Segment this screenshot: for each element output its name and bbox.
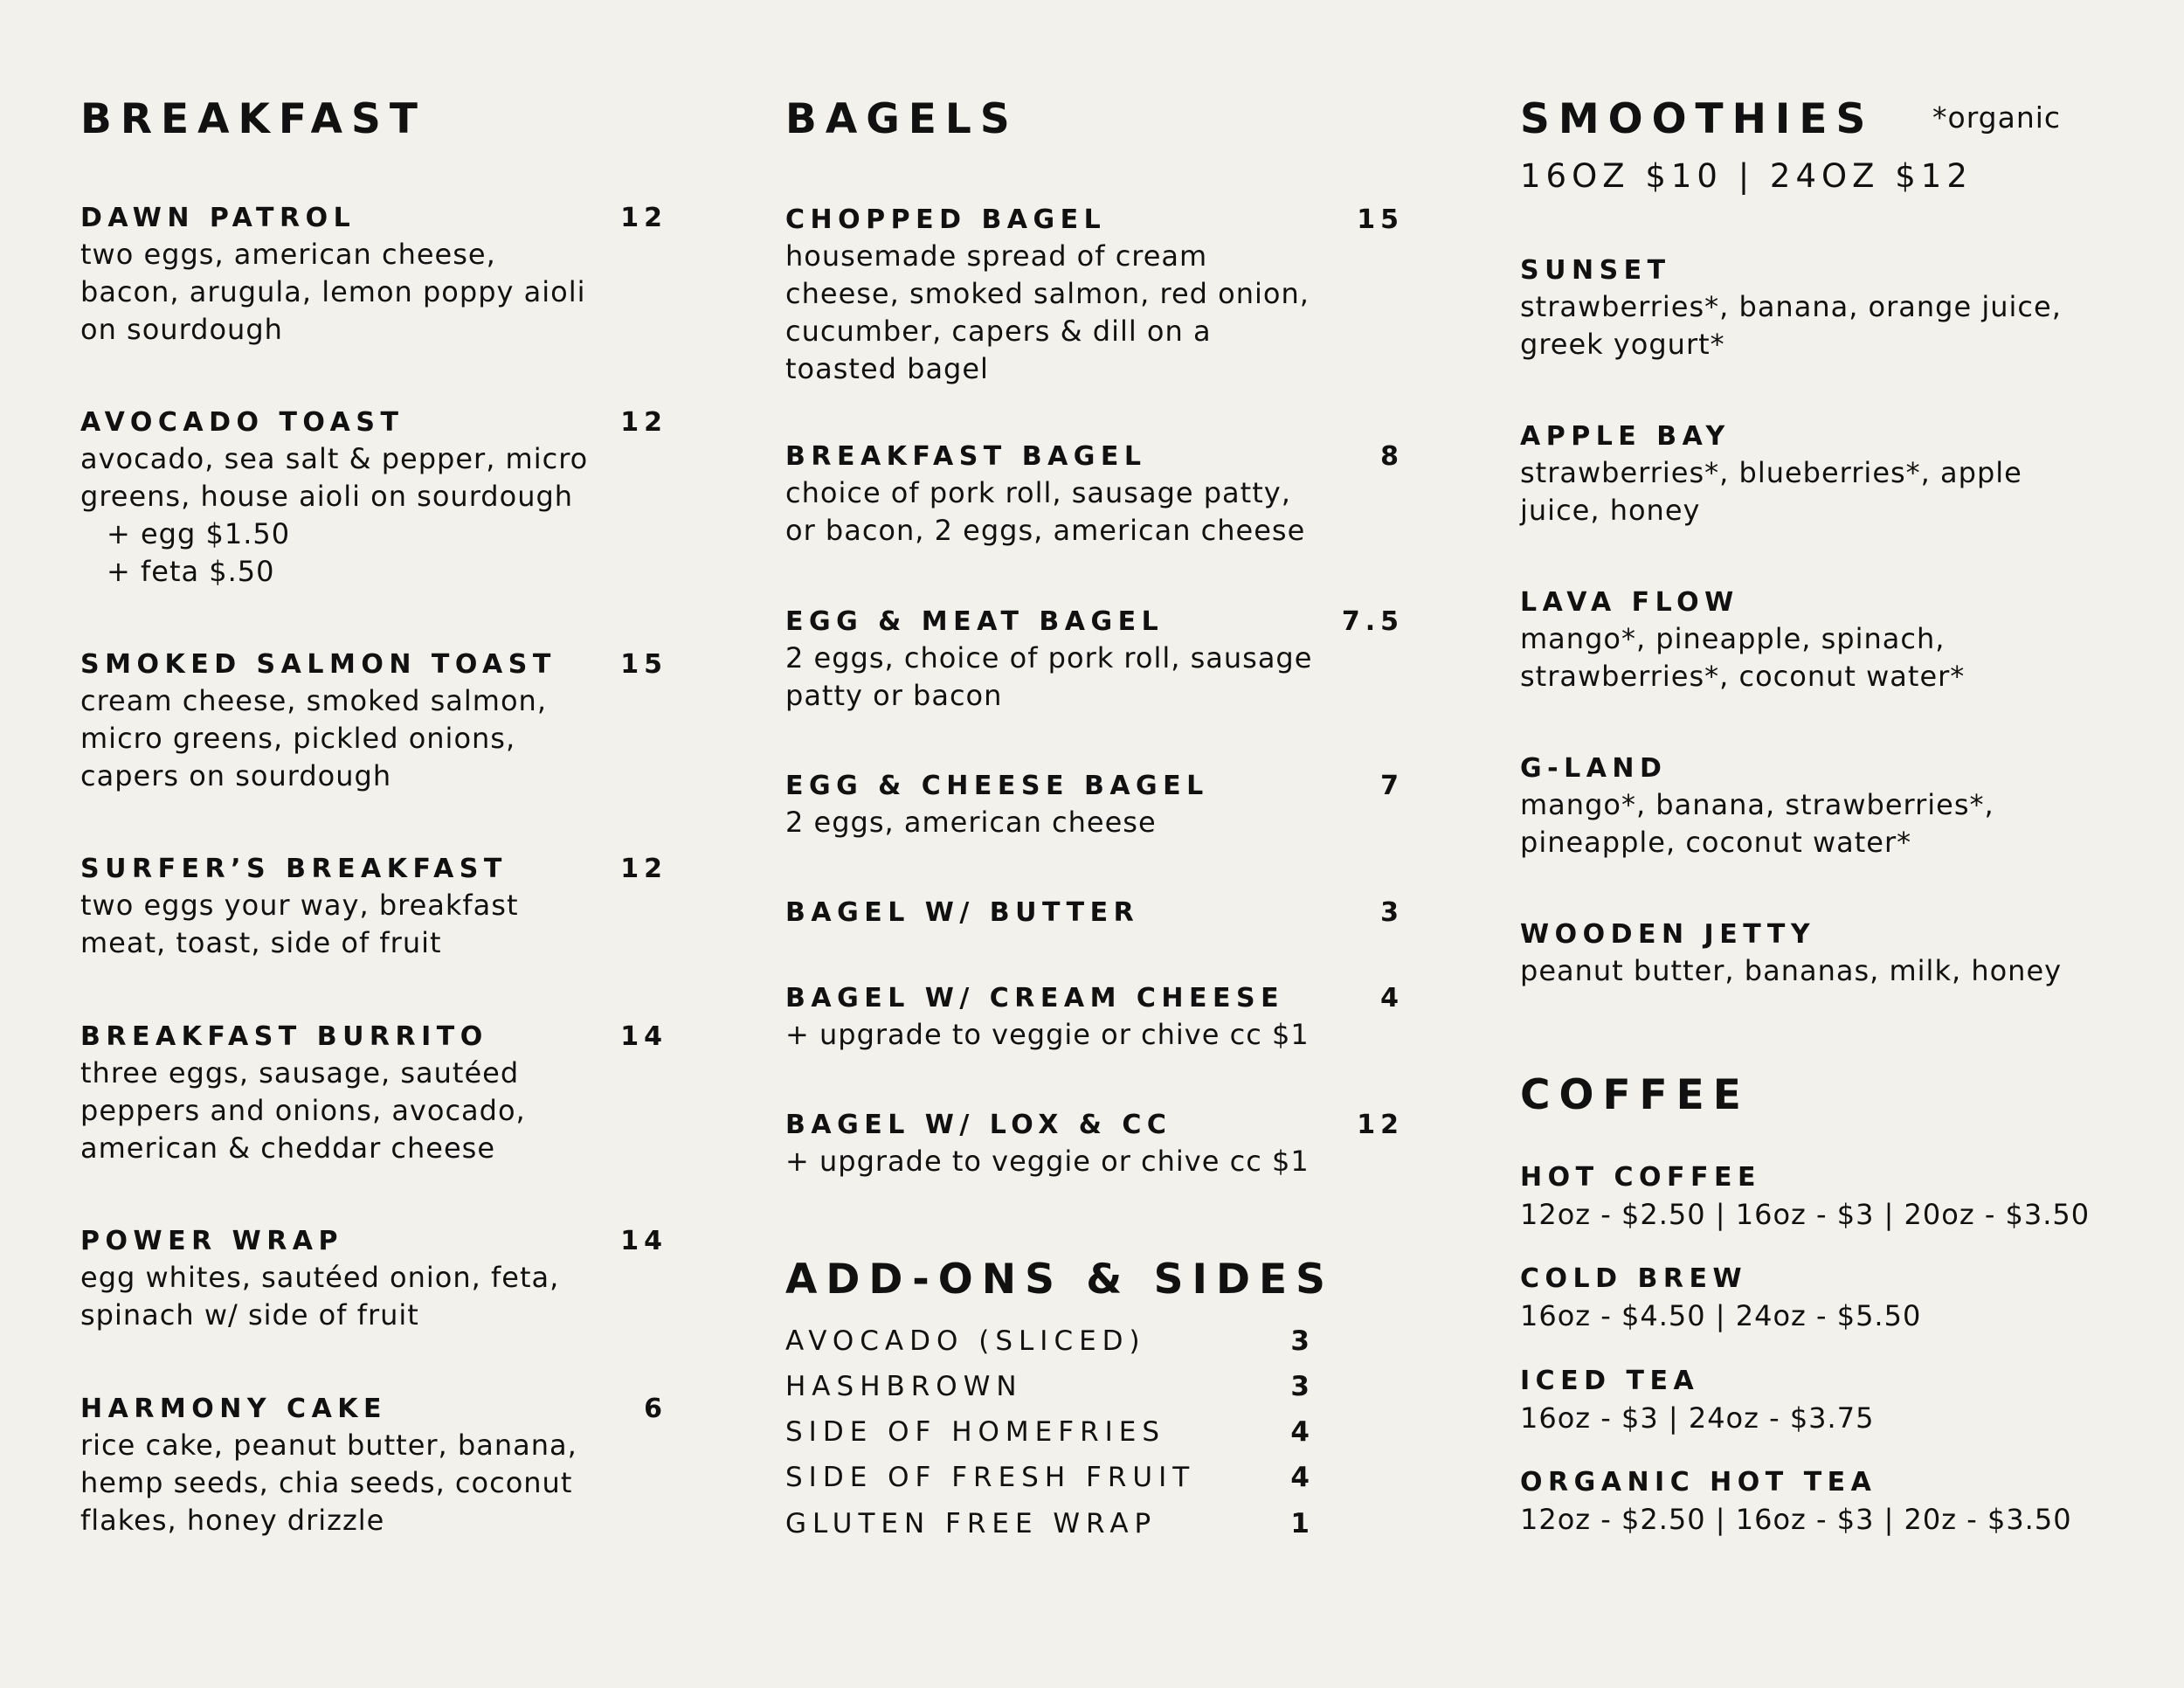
menu-item-avocado-toast xyxy=(80,405,667,591)
side-price: 1 xyxy=(1290,1508,1310,1539)
menu-item-dawn-patrol xyxy=(80,201,667,349)
description-line: hemp seeds, chia seeds, coconut xyxy=(80,1466,573,1499)
item-price: 7 xyxy=(1380,771,1404,801)
organic-note: *organic xyxy=(1932,100,2062,135)
item-description xyxy=(80,1427,667,1539)
description-line: avocado, sea salt & pepper, micro xyxy=(80,442,589,475)
addons-sides-title: ADD-ONS & SIDES xyxy=(785,1256,1334,1304)
item-price: 6 xyxy=(644,1394,667,1424)
description-line: 2 eggs, american cheese xyxy=(785,806,1157,839)
item-description xyxy=(1520,620,2097,695)
smoothie-wooden-jetty xyxy=(1520,917,2097,990)
description-line: peppers and onions, avocado, xyxy=(80,1094,526,1127)
description-line: greek yogurt* xyxy=(1520,328,1725,361)
description-line: flakes, honey drizzle xyxy=(80,1504,385,1537)
item-price: 12 xyxy=(1357,1110,1404,1140)
description-line: + upgrade to veggie or chive cc $1 xyxy=(785,1018,1310,1051)
description-line: three eggs, sausage, sautéed xyxy=(80,1056,520,1090)
item-description xyxy=(785,640,1404,715)
item-addon: + feta $.50 xyxy=(107,555,275,588)
menu-item-power-wrap xyxy=(80,1224,667,1334)
side-price: 4 xyxy=(1290,1462,1310,1493)
item-description xyxy=(1520,952,2097,990)
item-price: 8 xyxy=(1380,441,1404,472)
smoothie-sunset xyxy=(1520,253,2097,363)
item-name: BREAKFAST BURRITO xyxy=(80,1021,488,1052)
item-name: SMOKED SALMON TOAST xyxy=(80,649,556,680)
description-line: two eggs your way, breakfast xyxy=(80,889,519,922)
description-line: juice, honey xyxy=(1520,494,1701,527)
side-item xyxy=(785,1324,1310,1359)
menu-item-breakfast-burrito xyxy=(80,1020,667,1167)
description-line: mango*, banana, strawberries*, xyxy=(1520,788,1994,821)
coffee-sizes: 12oz - $2.50 | 16oz - $3 | 20oz - $3.50 xyxy=(1520,1198,2091,1231)
item-description xyxy=(785,1016,1404,1054)
item-name: G-LAND xyxy=(1520,753,1668,784)
description-line: on sourdough xyxy=(80,313,283,346)
item-price: 14 xyxy=(620,1021,667,1052)
menu-item-breakfast-bagel xyxy=(785,439,1404,550)
item-name: LAVA FLOW xyxy=(1520,587,1739,618)
item-name: SURFER’S BREAKFAST xyxy=(80,854,508,884)
coffee-name: HOT COFFEE xyxy=(1520,1162,1762,1193)
coffee-name: ORGANIC HOT TEA xyxy=(1520,1467,1877,1498)
coffee-name: ICED TEA xyxy=(1520,1366,1700,1396)
coffee-title: COFFEE xyxy=(1520,1071,1750,1119)
breakfast-title: BREAKFAST xyxy=(80,95,426,143)
description-line: 2 eggs, choice of pork roll, sausage xyxy=(785,641,1313,675)
item-name: EGG & CHEESE BAGEL xyxy=(785,771,1209,801)
item-price: 12 xyxy=(620,407,667,438)
description-line: strawberries*, blueberries*, apple xyxy=(1520,456,2022,489)
item-price: 3 xyxy=(1380,897,1404,928)
item-name: EGG & MEAT BAGEL xyxy=(785,606,1165,637)
description-line: mango*, pineapple, spinach, xyxy=(1520,622,1946,655)
coffee-item-hot-coffee xyxy=(1520,1160,2097,1234)
menu-item-bagel-lox-cc xyxy=(785,1108,1404,1180)
menu-item-chopped-bagel xyxy=(785,203,1404,388)
description-line: micro greens, pickled onions, xyxy=(80,722,516,755)
description-line: + upgrade to veggie or chive cc $1 xyxy=(785,1145,1310,1178)
smoothie-sizes: 16OZ $10 | 24OZ $12 xyxy=(1520,157,1973,195)
side-item xyxy=(785,1460,1310,1495)
coffee-sizes: 16oz - $3 | 24oz - $3.75 xyxy=(1520,1401,1875,1435)
side-price: 4 xyxy=(1290,1416,1310,1448)
item-name: DAWN PATROL xyxy=(80,203,356,233)
item-description xyxy=(80,1055,667,1167)
item-name: BREAKFAST BAGEL xyxy=(785,441,1147,472)
menu-item-egg-meat-bagel xyxy=(785,605,1404,715)
description-line: strawberries*, banana, orange juice, xyxy=(1520,290,2062,323)
menu-item-harmony-cake xyxy=(80,1392,667,1539)
item-name: HARMONY CAKE xyxy=(80,1394,388,1424)
menu-item-surfers-breakfast xyxy=(80,852,667,962)
side-name: SIDE OF HOMEFRIES xyxy=(785,1416,1166,1448)
item-description xyxy=(80,236,667,349)
item-description xyxy=(785,1143,1404,1180)
item-name: CHOPPED BAGEL xyxy=(785,204,1107,235)
side-item xyxy=(785,1369,1310,1404)
item-name: POWER WRAP xyxy=(80,1226,344,1256)
side-name: AVOCADO (SLICED) xyxy=(785,1325,1146,1357)
item-name: AVOCADO TOAST xyxy=(80,407,404,438)
smoothies-title: SMOOTHIES xyxy=(1520,95,1875,143)
side-name: GLUTEN FREE WRAP xyxy=(785,1508,1158,1539)
menu-item-bagel-butter xyxy=(785,896,1404,930)
item-name: BAGEL W/ CREAM CHEESE xyxy=(785,983,1285,1013)
item-description xyxy=(80,682,667,795)
side-name: SIDE OF FRESH FRUIT xyxy=(785,1462,1196,1493)
bagels-title: BAGELS xyxy=(785,95,1019,143)
item-price: 12 xyxy=(620,854,667,884)
item-description xyxy=(1520,288,2097,363)
description-line: cream cheese, smoked salmon, xyxy=(80,684,547,717)
description-line: rice cake, peanut butter, banana, xyxy=(80,1429,577,1462)
side-price: 3 xyxy=(1290,1325,1310,1357)
side-item xyxy=(785,1506,1310,1541)
item-price: 4 xyxy=(1380,983,1404,1013)
description-line: greens, house aioli on sourdough xyxy=(80,480,574,513)
menu-item-egg-cheese-bagel xyxy=(785,769,1404,841)
description-line: two eggs, american cheese, xyxy=(80,238,496,271)
description-line: or bacon, 2 eggs, american cheese xyxy=(785,514,1306,547)
description-line: cucumber, capers & dill on a xyxy=(785,315,1212,348)
side-name: HASHBROWN xyxy=(785,1371,1023,1402)
coffee-name: COLD BREW xyxy=(1520,1263,1748,1294)
item-description xyxy=(785,804,1404,841)
side-item xyxy=(785,1415,1310,1449)
description-line: bacon, arugula, lemon poppy aioli xyxy=(80,275,586,308)
smoothie-g-land xyxy=(1520,751,2097,861)
item-name: WOODEN JETTY xyxy=(1520,919,1816,950)
item-description xyxy=(785,474,1404,550)
description-line: peanut butter, bananas, milk, honey xyxy=(1520,954,2063,987)
item-description xyxy=(80,887,667,962)
description-line: pineapple, coconut water* xyxy=(1520,826,1912,859)
description-line: choice of pork roll, sausage patty, xyxy=(785,476,1291,509)
item-price: 15 xyxy=(620,649,667,680)
item-description xyxy=(785,238,1404,388)
item-name: BAGEL W/ LOX & CC xyxy=(785,1110,1172,1140)
item-price: 14 xyxy=(620,1226,667,1256)
item-name: APPLE BAY xyxy=(1520,421,1731,452)
description-line: capers on sourdough xyxy=(80,759,392,792)
coffee-item-cold-brew xyxy=(1520,1262,2097,1335)
smoothie-lava-flow xyxy=(1520,585,2097,695)
description-line: cheese, smoked salmon, red onion, xyxy=(785,277,1310,310)
description-line: egg whites, sautéed onion, feta, xyxy=(80,1261,560,1294)
item-description xyxy=(80,440,667,515)
smoothie-apple-bay xyxy=(1520,419,2097,529)
coffee-sizes: 12oz - $2.50 | 16oz - $3 | 20z - $3.50 xyxy=(1520,1503,2072,1536)
description-line: american & cheddar cheese xyxy=(80,1131,496,1165)
item-price: 15 xyxy=(1357,204,1404,235)
description-line: strawberries*, coconut water* xyxy=(1520,660,1966,693)
item-price: 7.5 xyxy=(1341,606,1404,637)
coffee-item-iced-tea xyxy=(1520,1364,2097,1437)
item-description xyxy=(80,1259,667,1334)
description-line: meat, toast, side of fruit xyxy=(80,926,442,959)
side-price: 3 xyxy=(1290,1371,1310,1402)
item-price: 12 xyxy=(620,203,667,233)
item-description xyxy=(1520,786,2097,861)
item-name: SUNSET xyxy=(1520,255,1671,286)
menu-item-smoked-salmon-toast xyxy=(80,647,667,795)
description-line: toasted bagel xyxy=(785,352,989,385)
description-line: spinach w/ side of fruit xyxy=(80,1298,419,1332)
item-name: BAGEL W/ BUTTER xyxy=(785,897,1140,928)
description-line: patty or bacon xyxy=(785,679,1003,712)
coffee-sizes: 16oz - $4.50 | 24oz - $5.50 xyxy=(1520,1299,1922,1332)
description-line: housemade spread of cream xyxy=(785,239,1208,273)
menu-item-bagel-cream-cheese xyxy=(785,981,1404,1054)
item-addon: + egg $1.50 xyxy=(107,517,291,550)
coffee-item-organic-hot-tea xyxy=(1520,1465,2097,1539)
item-description xyxy=(1520,454,2097,529)
